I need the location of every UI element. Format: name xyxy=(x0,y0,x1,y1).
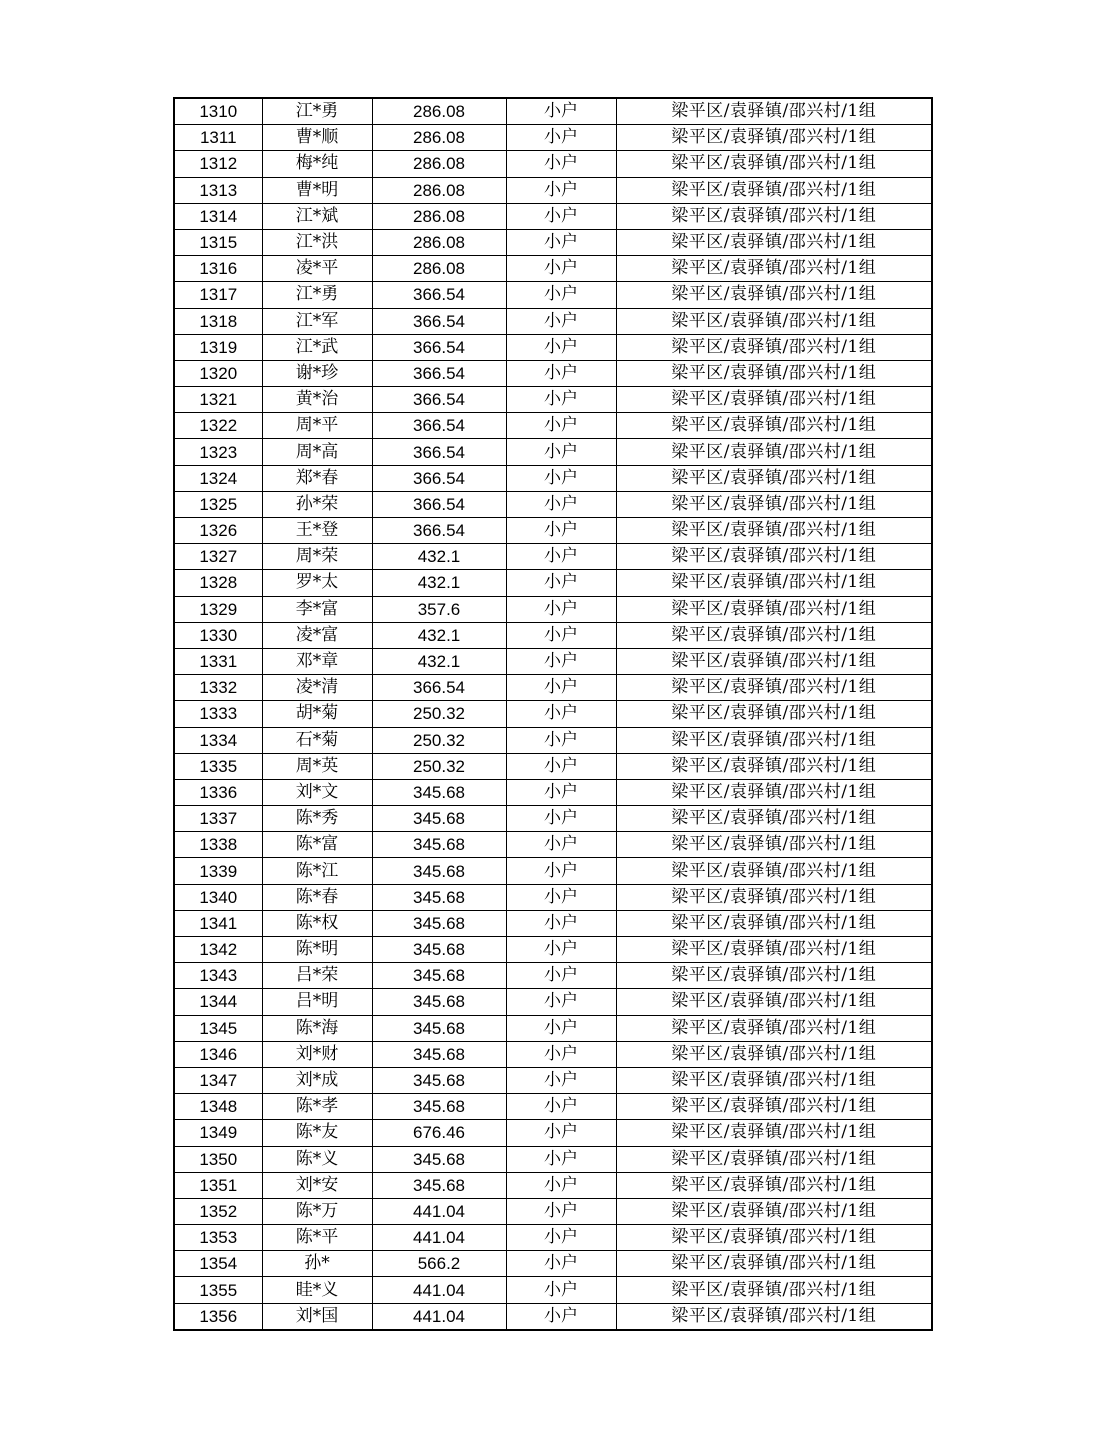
cell-address: 梁平区/袁驿镇/邵兴村/1组 xyxy=(616,1277,932,1303)
table-row xyxy=(174,675,932,701)
cell-name: 江*洪 xyxy=(262,229,372,255)
table-row xyxy=(174,308,932,334)
cell-type: 小户 xyxy=(506,544,616,570)
cell-name: 梅*纯 xyxy=(262,151,372,177)
cell-type: 小户 xyxy=(506,753,616,779)
cell-type: 小户 xyxy=(506,779,616,805)
cell-address: 梁平区/袁驿镇/邵兴村/1组 xyxy=(616,334,932,360)
cell-type: 小户 xyxy=(506,1146,616,1172)
table-row xyxy=(174,1303,932,1330)
table-row xyxy=(174,465,932,491)
cell-id: 1351 xyxy=(174,1172,262,1198)
cell-id: 1310 xyxy=(174,98,262,125)
cell-id: 1337 xyxy=(174,806,262,832)
cell-id: 1341 xyxy=(174,910,262,936)
cell-type: 小户 xyxy=(506,832,616,858)
cell-id: 1355 xyxy=(174,1277,262,1303)
cell-type: 小户 xyxy=(506,727,616,753)
cell-id: 1320 xyxy=(174,360,262,386)
cell-address: 梁平区/袁驿镇/邵兴村/1组 xyxy=(616,937,932,963)
cell-address: 梁平区/袁驿镇/邵兴村/1组 xyxy=(616,1094,932,1120)
cell-name: 江*武 xyxy=(262,334,372,360)
cell-type: 小户 xyxy=(506,98,616,125)
cell-address: 梁平区/袁驿镇/邵兴村/1组 xyxy=(616,596,932,622)
cell-id: 1321 xyxy=(174,387,262,413)
cell-address: 梁平区/袁驿镇/邵兴村/1组 xyxy=(616,858,932,884)
cell-area: 345.68 xyxy=(372,1172,506,1198)
cell-name: 凌*富 xyxy=(262,622,372,648)
cell-type: 小户 xyxy=(506,1041,616,1067)
cell-address: 梁平区/袁驿镇/邵兴村/1组 xyxy=(616,910,932,936)
cell-name: 眭*义 xyxy=(262,1277,372,1303)
cell-id: 1344 xyxy=(174,989,262,1015)
table-row xyxy=(174,491,932,517)
cell-id: 1349 xyxy=(174,1120,262,1146)
cell-id: 1329 xyxy=(174,596,262,622)
cell-area: 286.08 xyxy=(372,125,506,151)
cell-id: 1316 xyxy=(174,256,262,282)
table-body xyxy=(174,98,932,1330)
table-row xyxy=(174,596,932,622)
table-row xyxy=(174,387,932,413)
cell-area: 432.1 xyxy=(372,648,506,674)
cell-name: 陈*万 xyxy=(262,1198,372,1224)
cell-address: 梁平区/袁驿镇/邵兴村/1组 xyxy=(616,98,932,125)
cell-area: 250.32 xyxy=(372,701,506,727)
cell-id: 1330 xyxy=(174,622,262,648)
cell-id: 1325 xyxy=(174,491,262,517)
cell-id: 1342 xyxy=(174,937,262,963)
table-row xyxy=(174,727,932,753)
table-row xyxy=(174,360,932,386)
cell-id: 1354 xyxy=(174,1251,262,1277)
cell-type: 小户 xyxy=(506,1225,616,1251)
cell-type: 小户 xyxy=(506,465,616,491)
cell-area: 345.68 xyxy=(372,910,506,936)
cell-address: 梁平区/袁驿镇/邵兴村/1组 xyxy=(616,229,932,255)
cell-address: 梁平区/袁驿镇/邵兴村/1组 xyxy=(616,387,932,413)
table-row xyxy=(174,806,932,832)
cell-address: 梁平区/袁驿镇/邵兴村/1组 xyxy=(616,675,932,701)
table-row xyxy=(174,648,932,674)
cell-id: 1318 xyxy=(174,308,262,334)
cell-id: 1356 xyxy=(174,1303,262,1330)
cell-name: 曹*明 xyxy=(262,177,372,203)
cell-name: 孙* xyxy=(262,1251,372,1277)
cell-area: 432.1 xyxy=(372,622,506,648)
cell-area: 566.2 xyxy=(372,1251,506,1277)
cell-id: 1347 xyxy=(174,1067,262,1093)
cell-address: 梁平区/袁驿镇/邵兴村/1组 xyxy=(616,570,932,596)
cell-id: 1323 xyxy=(174,439,262,465)
cell-address: 梁平区/袁驿镇/邵兴村/1组 xyxy=(616,1303,932,1330)
cell-id: 1336 xyxy=(174,779,262,805)
cell-id: 1328 xyxy=(174,570,262,596)
cell-type: 小户 xyxy=(506,570,616,596)
cell-type: 小户 xyxy=(506,596,616,622)
cell-name: 罗*太 xyxy=(262,570,372,596)
table-row xyxy=(174,1198,932,1224)
cell-id: 1345 xyxy=(174,1015,262,1041)
table-row xyxy=(174,701,932,727)
cell-name: 周*平 xyxy=(262,413,372,439)
cell-area: 432.1 xyxy=(372,544,506,570)
cell-address: 梁平区/袁驿镇/邵兴村/1组 xyxy=(616,727,932,753)
cell-address: 梁平区/袁驿镇/邵兴村/1组 xyxy=(616,701,932,727)
table-row xyxy=(174,256,932,282)
cell-name: 陈*秀 xyxy=(262,806,372,832)
cell-type: 小户 xyxy=(506,1303,616,1330)
cell-name: 黄*治 xyxy=(262,387,372,413)
cell-type: 小户 xyxy=(506,203,616,229)
cell-type: 小户 xyxy=(506,360,616,386)
cell-id: 1350 xyxy=(174,1146,262,1172)
cell-name: 陈*义 xyxy=(262,1146,372,1172)
cell-type: 小户 xyxy=(506,387,616,413)
cell-address: 梁平区/袁驿镇/邵兴村/1组 xyxy=(616,413,932,439)
cell-address: 梁平区/袁驿镇/邵兴村/1组 xyxy=(616,1225,932,1251)
cell-area: 345.68 xyxy=(372,989,506,1015)
cell-type: 小户 xyxy=(506,675,616,701)
cell-name: 江*勇 xyxy=(262,98,372,125)
cell-type: 小户 xyxy=(506,622,616,648)
cell-area: 432.1 xyxy=(372,570,506,596)
cell-type: 小户 xyxy=(506,439,616,465)
cell-area: 366.54 xyxy=(372,518,506,544)
cell-area: 286.08 xyxy=(372,151,506,177)
cell-area: 366.54 xyxy=(372,387,506,413)
cell-address: 梁平区/袁驿镇/邵兴村/1组 xyxy=(616,753,932,779)
cell-name: 陈*江 xyxy=(262,858,372,884)
cell-address: 梁平区/袁驿镇/邵兴村/1组 xyxy=(616,1198,932,1224)
cell-type: 小户 xyxy=(506,648,616,674)
cell-address: 梁平区/袁驿镇/邵兴村/1组 xyxy=(616,1146,932,1172)
table-row xyxy=(174,910,932,936)
cell-id: 1338 xyxy=(174,832,262,858)
cell-address: 梁平区/袁驿镇/邵兴村/1组 xyxy=(616,648,932,674)
cell-name: 吕*荣 xyxy=(262,963,372,989)
cell-id: 1311 xyxy=(174,125,262,151)
cell-address: 梁平区/袁驿镇/邵兴村/1组 xyxy=(616,1067,932,1093)
cell-type: 小户 xyxy=(506,282,616,308)
cell-area: 366.54 xyxy=(372,491,506,517)
cell-name: 陈*平 xyxy=(262,1225,372,1251)
cell-area: 366.54 xyxy=(372,413,506,439)
table-row xyxy=(174,1225,932,1251)
cell-address: 梁平区/袁驿镇/邵兴村/1组 xyxy=(616,544,932,570)
cell-name: 陈*孝 xyxy=(262,1094,372,1120)
cell-type: 小户 xyxy=(506,256,616,282)
cell-id: 1313 xyxy=(174,177,262,203)
table-row xyxy=(174,229,932,255)
table-row xyxy=(174,858,932,884)
cell-name: 刘*成 xyxy=(262,1067,372,1093)
table-row xyxy=(174,779,932,805)
cell-area: 366.54 xyxy=(372,360,506,386)
cell-type: 小户 xyxy=(506,308,616,334)
cell-area: 366.54 xyxy=(372,675,506,701)
cell-id: 1352 xyxy=(174,1198,262,1224)
table-row xyxy=(174,1120,932,1146)
cell-id: 1312 xyxy=(174,151,262,177)
cell-type: 小户 xyxy=(506,989,616,1015)
table-row xyxy=(174,1041,932,1067)
cell-area: 286.08 xyxy=(372,177,506,203)
cell-address: 梁平区/袁驿镇/邵兴村/1组 xyxy=(616,1015,932,1041)
cell-type: 小户 xyxy=(506,151,616,177)
cell-id: 1324 xyxy=(174,465,262,491)
cell-area: 357.6 xyxy=(372,596,506,622)
table-row xyxy=(174,282,932,308)
cell-area: 366.54 xyxy=(372,465,506,491)
cell-type: 小户 xyxy=(506,1094,616,1120)
cell-name: 江*军 xyxy=(262,308,372,334)
cell-area: 345.68 xyxy=(372,1146,506,1172)
cell-address: 梁平区/袁驿镇/邵兴村/1组 xyxy=(616,308,932,334)
table-row xyxy=(174,989,932,1015)
cell-area: 345.68 xyxy=(372,806,506,832)
table-row xyxy=(174,832,932,858)
cell-address: 梁平区/袁驿镇/邵兴村/1组 xyxy=(616,203,932,229)
cell-area: 366.54 xyxy=(372,334,506,360)
cell-area: 345.68 xyxy=(372,779,506,805)
cell-address: 梁平区/袁驿镇/邵兴村/1组 xyxy=(616,884,932,910)
cell-type: 小户 xyxy=(506,910,616,936)
cell-id: 1317 xyxy=(174,282,262,308)
cell-id: 1319 xyxy=(174,334,262,360)
cell-name: 周*荣 xyxy=(262,544,372,570)
cell-name: 陈*明 xyxy=(262,937,372,963)
cell-name: 谢*珍 xyxy=(262,360,372,386)
cell-name: 孙*荣 xyxy=(262,491,372,517)
cell-id: 1335 xyxy=(174,753,262,779)
cell-address: 梁平区/袁驿镇/邵兴村/1组 xyxy=(616,1041,932,1067)
cell-type: 小户 xyxy=(506,1251,616,1277)
cell-id: 1315 xyxy=(174,229,262,255)
cell-address: 梁平区/袁驿镇/邵兴村/1组 xyxy=(616,491,932,517)
cell-name: 胡*菊 xyxy=(262,701,372,727)
cell-area: 366.54 xyxy=(372,282,506,308)
table-row xyxy=(174,1094,932,1120)
cell-type: 小户 xyxy=(506,806,616,832)
cell-id: 1339 xyxy=(174,858,262,884)
table-row xyxy=(174,570,932,596)
cell-name: 陈*春 xyxy=(262,884,372,910)
cell-name: 石*菊 xyxy=(262,727,372,753)
table-row xyxy=(174,544,932,570)
cell-address: 梁平区/袁驿镇/邵兴村/1组 xyxy=(616,989,932,1015)
cell-address: 梁平区/袁驿镇/邵兴村/1组 xyxy=(616,1120,932,1146)
table-row xyxy=(174,518,932,544)
cell-area: 345.68 xyxy=(372,963,506,989)
cell-name: 刘*安 xyxy=(262,1172,372,1198)
cell-area: 345.68 xyxy=(372,1041,506,1067)
table-row xyxy=(174,963,932,989)
cell-id: 1331 xyxy=(174,648,262,674)
cell-type: 小户 xyxy=(506,963,616,989)
table-row xyxy=(174,334,932,360)
cell-type: 小户 xyxy=(506,491,616,517)
cell-area: 441.04 xyxy=(372,1198,506,1224)
cell-area: 286.08 xyxy=(372,203,506,229)
cell-area: 345.68 xyxy=(372,937,506,963)
cell-address: 梁平区/袁驿镇/邵兴村/1组 xyxy=(616,1251,932,1277)
table-row xyxy=(174,937,932,963)
table-row xyxy=(174,753,932,779)
cell-area: 366.54 xyxy=(372,308,506,334)
cell-name: 刘*文 xyxy=(262,779,372,805)
cell-address: 梁平区/袁驿镇/邵兴村/1组 xyxy=(616,360,932,386)
cell-type: 小户 xyxy=(506,858,616,884)
cell-id: 1343 xyxy=(174,963,262,989)
table-row xyxy=(174,1172,932,1198)
cell-address: 梁平区/袁驿镇/邵兴村/1组 xyxy=(616,282,932,308)
cell-type: 小户 xyxy=(506,937,616,963)
cell-area: 286.08 xyxy=(372,256,506,282)
cell-id: 1348 xyxy=(174,1094,262,1120)
cell-name: 李*富 xyxy=(262,596,372,622)
cell-area: 676.46 xyxy=(372,1120,506,1146)
cell-type: 小户 xyxy=(506,413,616,439)
cell-name: 周*高 xyxy=(262,439,372,465)
cell-id: 1353 xyxy=(174,1225,262,1251)
cell-type: 小户 xyxy=(506,518,616,544)
cell-name: 江*勇 xyxy=(262,282,372,308)
cell-name: 吕*明 xyxy=(262,989,372,1015)
cell-area: 345.68 xyxy=(372,832,506,858)
cell-name: 陈*海 xyxy=(262,1015,372,1041)
cell-area: 250.32 xyxy=(372,727,506,753)
table-row xyxy=(174,1015,932,1041)
cell-type: 小户 xyxy=(506,125,616,151)
cell-address: 梁平区/袁驿镇/邵兴村/1组 xyxy=(616,177,932,203)
cell-id: 1326 xyxy=(174,518,262,544)
cell-id: 1340 xyxy=(174,884,262,910)
cell-name: 凌*平 xyxy=(262,256,372,282)
cell-type: 小户 xyxy=(506,334,616,360)
cell-area: 345.68 xyxy=(372,1067,506,1093)
cell-address: 梁平区/袁驿镇/邵兴村/1组 xyxy=(616,151,932,177)
cell-area: 286.08 xyxy=(372,98,506,125)
cell-name: 陈*权 xyxy=(262,910,372,936)
table-row xyxy=(174,98,932,125)
cell-id: 1334 xyxy=(174,727,262,753)
cell-name: 陈*富 xyxy=(262,832,372,858)
cell-address: 梁平区/袁驿镇/邵兴村/1组 xyxy=(616,779,932,805)
cell-address: 梁平区/袁驿镇/邵兴村/1组 xyxy=(616,439,932,465)
cell-type: 小户 xyxy=(506,1198,616,1224)
cell-area: 345.68 xyxy=(372,884,506,910)
table-row xyxy=(174,125,932,151)
cell-type: 小户 xyxy=(506,1015,616,1041)
cell-area: 345.68 xyxy=(372,858,506,884)
table-row xyxy=(174,1277,932,1303)
cell-type: 小户 xyxy=(506,884,616,910)
cell-area: 345.68 xyxy=(372,1094,506,1120)
cell-id: 1346 xyxy=(174,1041,262,1067)
cell-id: 1322 xyxy=(174,413,262,439)
cell-name: 郑*春 xyxy=(262,465,372,491)
cell-area: 441.04 xyxy=(372,1277,506,1303)
cell-type: 小户 xyxy=(506,177,616,203)
cell-id: 1327 xyxy=(174,544,262,570)
cell-address: 梁平区/袁驿镇/邵兴村/1组 xyxy=(616,963,932,989)
cell-area: 366.54 xyxy=(372,439,506,465)
cell-name: 江*斌 xyxy=(262,203,372,229)
table-row xyxy=(174,622,932,648)
cell-address: 梁平区/袁驿镇/邵兴村/1组 xyxy=(616,256,932,282)
table-row xyxy=(174,203,932,229)
cell-id: 1314 xyxy=(174,203,262,229)
table-row xyxy=(174,1067,932,1093)
cell-name: 凌*清 xyxy=(262,675,372,701)
cell-type: 小户 xyxy=(506,229,616,255)
table-row xyxy=(174,151,932,177)
table-row xyxy=(174,177,932,203)
cell-area: 441.04 xyxy=(372,1225,506,1251)
cell-type: 小户 xyxy=(506,1277,616,1303)
cell-type: 小户 xyxy=(506,1172,616,1198)
cell-name: 邓*章 xyxy=(262,648,372,674)
cell-address: 梁平区/袁驿镇/邵兴村/1组 xyxy=(616,465,932,491)
cell-type: 小户 xyxy=(506,701,616,727)
cell-id: 1332 xyxy=(174,675,262,701)
table-row xyxy=(174,1146,932,1172)
cell-name: 刘*国 xyxy=(262,1303,372,1330)
table-row xyxy=(174,439,932,465)
table-row xyxy=(174,413,932,439)
cell-name: 王*登 xyxy=(262,518,372,544)
cell-id: 1333 xyxy=(174,701,262,727)
cell-address: 梁平区/袁驿镇/邵兴村/1组 xyxy=(616,622,932,648)
table-row xyxy=(174,1251,932,1277)
cell-address: 梁平区/袁驿镇/邵兴村/1组 xyxy=(616,832,932,858)
cell-name: 陈*友 xyxy=(262,1120,372,1146)
cell-address: 梁平区/袁驿镇/邵兴村/1组 xyxy=(616,1172,932,1198)
cell-name: 曹*顺 xyxy=(262,125,372,151)
cell-area: 250.32 xyxy=(372,753,506,779)
cell-name: 周*英 xyxy=(262,753,372,779)
table-row xyxy=(174,884,932,910)
cell-type: 小户 xyxy=(506,1120,616,1146)
cell-address: 梁平区/袁驿镇/邵兴村/1组 xyxy=(616,125,932,151)
cell-area: 441.04 xyxy=(372,1303,506,1330)
cell-name: 刘*财 xyxy=(262,1041,372,1067)
cell-type: 小户 xyxy=(506,1067,616,1093)
cell-address: 梁平区/袁驿镇/邵兴村/1组 xyxy=(616,806,932,832)
cell-address: 梁平区/袁驿镇/邵兴村/1组 xyxy=(616,518,932,544)
cell-area: 286.08 xyxy=(372,229,506,255)
cell-area: 345.68 xyxy=(372,1015,506,1041)
household-table xyxy=(173,97,933,1331)
